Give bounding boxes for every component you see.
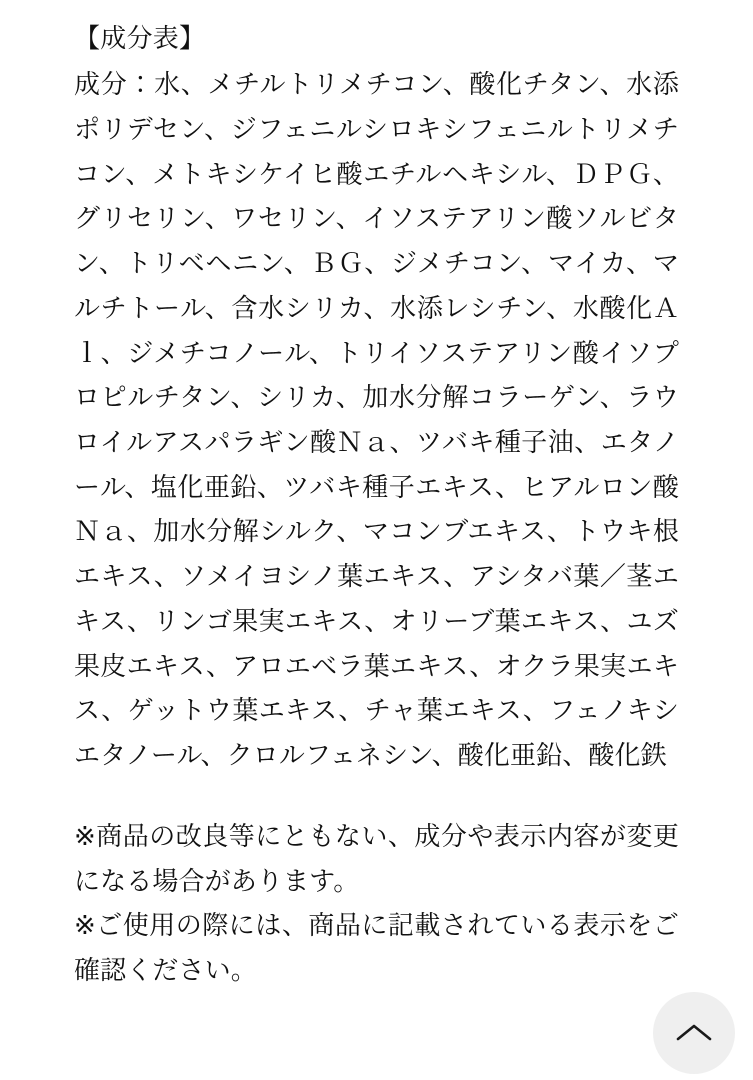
page-title: 【成分表】	[74, 23, 206, 53]
scroll-to-top-button[interactable]	[653, 992, 735, 1074]
chevron-up-icon	[674, 1020, 714, 1046]
note-item: ※ご使用の際には、商品に記載されている表示をご確認ください。	[74, 910, 679, 985]
notes-block	[74, 814, 679, 993]
ingredients-list-text: 成分：水、メチルトリメチコン、酸化チタン、水添ポリデセン、ジフェニルシロキシフェニルトリメチコン、メトキシケイヒ酸エチルヘキシル、ＤＰＧ、グリセリン、ワセリン、イソステアリン酸ソルビタン、トリベヘニン、ＢＧ、ジメチコン、マイカ、マルチトール、含水シリカ、水添レシチン、水酸化Ａｌ、ジメチコノール、トリイソステアリン酸イソプロピルチタン、シリカ、加水分解コラーゲン、ラウロイルアスパラギン酸Ｎａ、ツバキ種子油、エタノール、塩化亜鉛、ツバキ種子エキス、ヒアルロン酸Ｎａ、加水分解シルク、マコンブエキス、トウキ根エキス、ソメイヨシノ葉エキス、アシタバ葉／茎エキス、リンゴ果実エキス、オリーブ葉エキス、ユズ果皮エキス、アロエベラ葉エキス、オクラ果実エキス、ゲットウ葉エキス、チャ葉エキス、フェノキシエタノール、クロルフェネシン、酸化亜鉛、酸化鉄	[74, 69, 679, 771]
note-item: ※商品の改良等にともない、成分や表示内容が変更になる場合があります。	[74, 820, 679, 896]
